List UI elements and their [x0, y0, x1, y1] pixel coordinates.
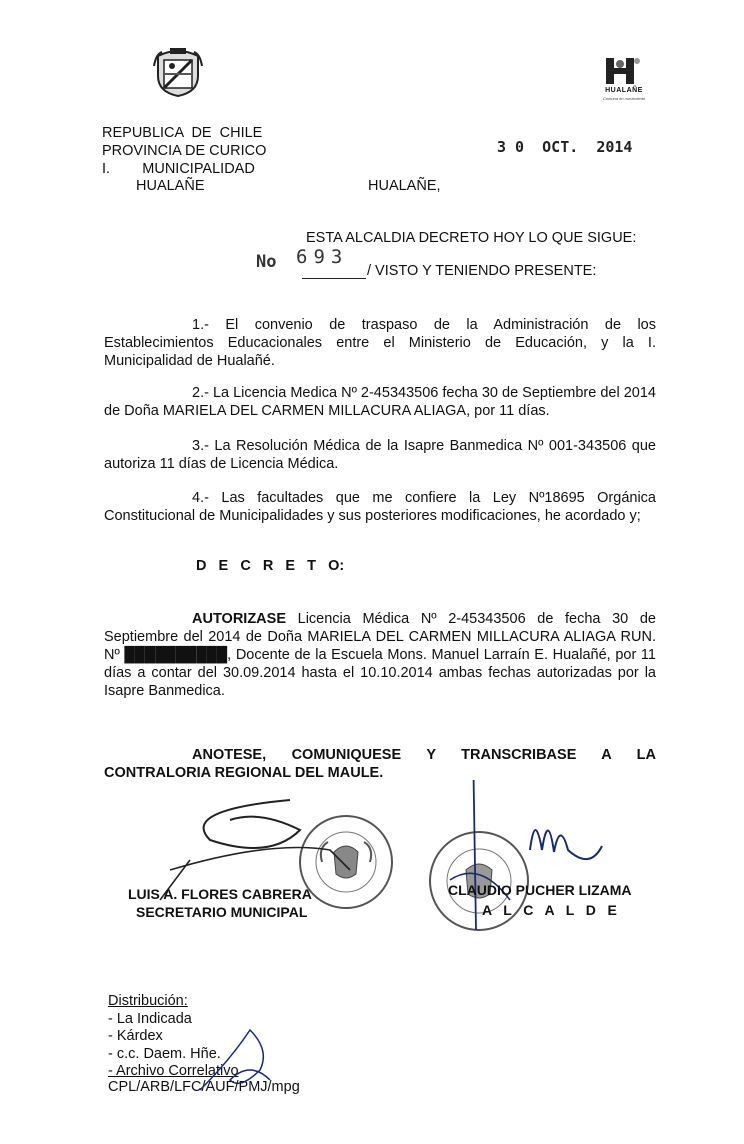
coat-of-arms-icon	[152, 46, 204, 98]
distribution-item-4: - Archivo Correlativo	[108, 1063, 239, 1079]
signer-left-title: SECRETARIO MUNICIPAL	[136, 904, 308, 920]
closing-text: ANOTESE, COMUNIQUESE Y TRANSCRIBASE A LA CONTRALORIA REGIONAL DEL MAULE.	[104, 747, 656, 781]
logo-tagline: Comuna en movimiento	[602, 96, 646, 101]
decree-number-prefix: No	[256, 252, 277, 272]
distribution-heading: Distribución:	[108, 993, 188, 1009]
considerando-1	[104, 316, 656, 370]
considerando-2	[104, 384, 656, 420]
initials-scribble-icon	[190, 1020, 280, 1100]
closing-statement	[104, 746, 656, 782]
considerando-4-text: 4.- Las facultades que me confiere la Ley Nº18695 Orgánica Constitucional de Municipalidades y sus posteriores modificaciones, he acordado y;	[104, 490, 656, 524]
considerando-3-text: 3.- La Resolución Médica de la Isapre Banmedica Nº 001-343506 que autoriza 11 días de Licencia Médica.	[104, 438, 656, 472]
considerando-3	[104, 437, 656, 473]
distribution-item-1: - La Indicada	[108, 1011, 192, 1027]
signer-left-name: LUIS A. FLORES CABRERA	[128, 886, 312, 902]
date-stamp: 3 0 OCT. 2014	[497, 138, 633, 156]
signer-right-title: A L C A L D E	[482, 902, 617, 918]
place-label: HUALAÑE,	[368, 178, 441, 194]
header-line-municipalidad: I. MUNICIPALIDAD	[102, 161, 255, 177]
considerando-1-text: 1.- El convenio de traspaso de la Administración de los Establecimientos Educacionales entre el Ministerio de Educación, y la I. Municipalidad de Hualañé.	[104, 317, 656, 369]
resolution-body: Licencia Médica Nº 2-45343506 de fecha 30 de Septiembre del 2014 de Doña MARIELA DEL CARMEN MILLACURA ALIAGA RUN. Nº ██████████, Docente de la Escuela Mons. Manuel Larraín E. Hualañé, por 11 días a contar del 30.09.2014 hasta el 10.10.2014 ambas fechas autorizadas por la Isapre Banmedica.	[104, 611, 656, 699]
considerando-2-text: 2.- La Licencia Medica Nº 2-45343506 fecha 30 de Septiembre del 2014 de Doña MARIELA DEL CARMEN MILLACURA ALIAGA, por 11 días.	[104, 385, 656, 419]
header-line-provincia: PROVINCIA DE CURICO	[102, 143, 267, 159]
hualane-logo-icon	[604, 56, 644, 88]
decree-intro: ESTA ALCALDIA DECRETO HOY LO QUE SIGUE:	[306, 230, 637, 246]
signer-right-name: CLAUDIO PUCHER LIZAMA	[448, 882, 632, 898]
distribution-initials: CPL/ARB/LFC/AUF/PMJ/mpg	[108, 1079, 300, 1095]
header-line-hualane: HUALAÑE	[136, 178, 205, 194]
distribution-item-3: - c.c. Daem. Hñe.	[108, 1046, 221, 1062]
decreto-heading: D E C R E T O:	[196, 558, 345, 574]
visto-heading: / VISTO Y TENIENDO PRESENTE:	[367, 263, 597, 279]
resolution-lead: AUTORIZASE	[192, 611, 286, 627]
header-line-republica: REPUBLICA DE CHILE	[102, 125, 263, 141]
resolution-paragraph	[104, 610, 656, 700]
logo-text: HUALAÑE	[605, 87, 643, 94]
distribution-item-2: - Kárdex	[108, 1028, 163, 1044]
decree-number-underline	[302, 278, 366, 279]
considerando-4	[104, 489, 656, 525]
decree-number: 693	[296, 246, 349, 268]
